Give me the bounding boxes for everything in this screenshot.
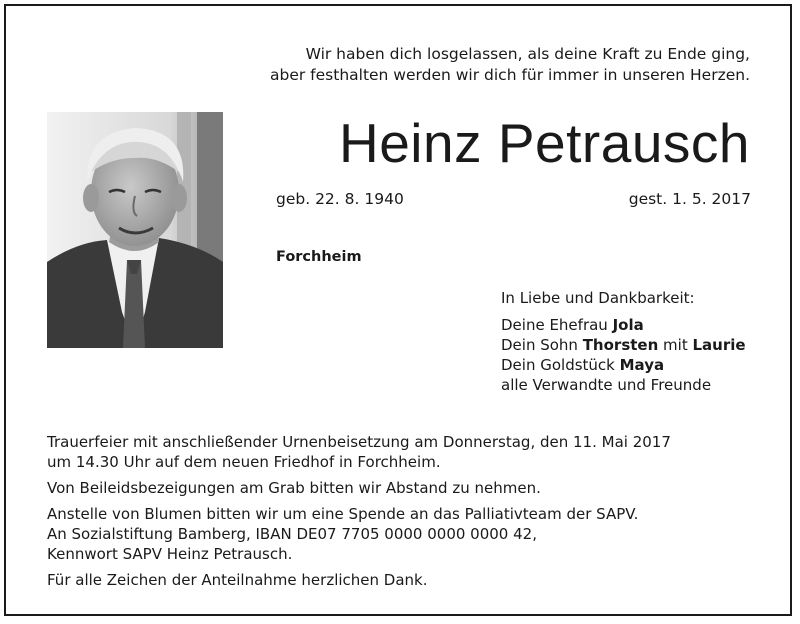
- mourner-relation: Dein Goldstück: [501, 356, 620, 374]
- mourner-name: Jola: [612, 316, 644, 334]
- motto-line: Wir haben dich losgelassen, als deine Kraft zu Ende ging,: [305, 45, 750, 63]
- donation-line: Anstelle von Blumen bitten wir um eine Spende an das Palliativteam der SAPV.: [47, 505, 639, 523]
- birth-date: geb. 22. 8. 1940: [276, 190, 404, 208]
- thanks-line: Für alle Zeichen der Anteilnahme herzlichen Dank.: [47, 571, 428, 589]
- funeral-line: um 14.30 Uhr auf dem neuen Friedhof in Forchheim.: [47, 453, 441, 471]
- mourner-relation: alle Verwandte und Freunde: [501, 376, 712, 394]
- funeral-line: Trauerfeier mit anschließender Urnenbeisetzung am Donnerstag, den 11. Mai 2017: [47, 433, 671, 451]
- mourner-connector: mit: [658, 336, 693, 354]
- mourner-row: [501, 315, 746, 335]
- mourner-name: Maya: [619, 356, 665, 374]
- funeral-details: [47, 432, 767, 472]
- donation-line: Kennwort SAPV Heinz Petrausch.: [47, 545, 293, 563]
- condolence-line: Von Beileidsbezeigungen am Grab bitten wir Abstand zu nehmen.: [47, 479, 541, 497]
- mourner-name: Laurie: [692, 336, 746, 354]
- donation-note: [47, 504, 767, 564]
- mourners-intro: In Liebe und Dankbarkeit:: [501, 289, 695, 307]
- mourner-row: [501, 375, 746, 395]
- mourners-list: [501, 288, 746, 395]
- mourner-row: [501, 355, 746, 375]
- condolence-note: [47, 478, 767, 498]
- motto: [240, 44, 750, 86]
- mourner-relation: Dein Sohn: [501, 336, 583, 354]
- portrait-photo-icon: [47, 112, 223, 348]
- ceremony-info: [47, 432, 767, 596]
- death-date: gest. 1. 5. 2017: [628, 190, 751, 208]
- motto-line: aber festhalten werden wir dich für immer in unseren Herzen.: [270, 66, 750, 84]
- mourner-relation: Deine Ehefrau: [501, 316, 613, 334]
- portrait-photo: [47, 112, 223, 348]
- mourner-name: Thorsten: [582, 336, 659, 354]
- donation-line: An Sozialstiftung Bamberg, IBAN DE07 7705 0000 0000 0000 42,: [47, 525, 537, 543]
- place: Forchheim: [276, 249, 362, 265]
- mourner-row: [501, 335, 746, 355]
- thanks-note: [47, 570, 767, 590]
- deceased-name: Heinz Petrausch: [338, 112, 750, 174]
